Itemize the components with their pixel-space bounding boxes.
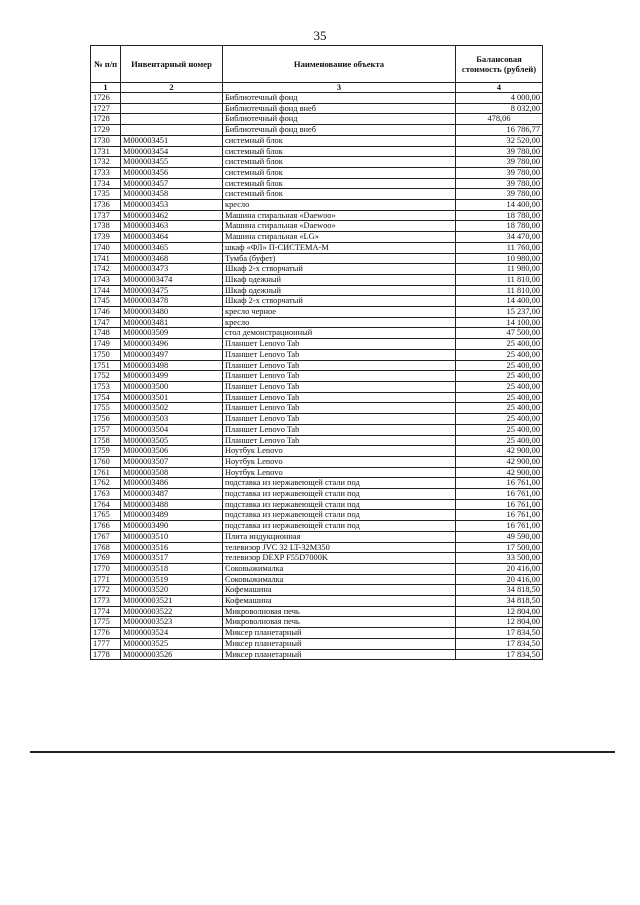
object-name: подставка из нержавеющей стали под: [223, 489, 456, 500]
table-row: [91, 585, 543, 596]
row-number: 1757: [91, 424, 121, 435]
row-number: 1733: [91, 167, 121, 178]
table-row: [91, 274, 543, 285]
book-value: 17 834,50: [456, 649, 543, 660]
table-row: [91, 574, 543, 585]
row-number: 1732: [91, 157, 121, 168]
object-name: системный блок: [223, 167, 456, 178]
book-value: 16 761,00: [456, 499, 543, 510]
bottom-divider: [30, 751, 615, 753]
header-inventory-number: Инвентарный номер: [121, 46, 223, 83]
table-row: [91, 146, 543, 157]
inventory-number: М000003456: [121, 167, 223, 178]
inventory-number: [121, 114, 223, 125]
table-row: [91, 264, 543, 275]
page-number: 35: [313, 28, 327, 43]
row-number: 1777: [91, 638, 121, 649]
object-name: Машина стиральная «Daewoo»: [223, 210, 456, 221]
book-value: 14 100,00: [456, 317, 543, 328]
object-name: Библиотечный фонд внеб: [223, 125, 456, 136]
object-name: Планшет Lenovo Tab: [223, 381, 456, 392]
book-value: 42 900,00: [456, 456, 543, 467]
book-value: 39 780,00: [456, 167, 543, 178]
row-number: 1748: [91, 328, 121, 339]
object-name: Миксер планетарный: [223, 628, 456, 639]
book-value: 16 761,00: [456, 478, 543, 489]
object-name: телевизор DEXP F55D7000K: [223, 553, 456, 564]
table-row: [91, 167, 543, 178]
table-row: [91, 531, 543, 542]
object-name: Планшет Lenovo Tab: [223, 371, 456, 382]
object-name: системный блок: [223, 178, 456, 189]
object-name: Машина стиральная «Daewoo»: [223, 221, 456, 232]
inventory-number: М0000003474: [121, 274, 223, 285]
row-number: 1735: [91, 189, 121, 200]
object-name: кресло: [223, 200, 456, 211]
header-book-value: Балансовая стоимость (рублей): [456, 46, 543, 83]
column-index-1: 1: [91, 83, 121, 93]
table-row: [91, 125, 543, 136]
inventory-number: М000003458: [121, 189, 223, 200]
inventory-number: М000003497: [121, 349, 223, 360]
row-number: 1745: [91, 296, 121, 307]
inventory-number: М000003500: [121, 381, 223, 392]
row-number: 1769: [91, 553, 121, 564]
inventory-number: М000003506: [121, 446, 223, 457]
book-value: 39 780,00: [456, 189, 543, 200]
table-body: [91, 93, 543, 660]
inventory-number: М000003468: [121, 253, 223, 264]
row-number: 1746: [91, 307, 121, 318]
book-value: 42 900,00: [456, 446, 543, 457]
inventory-number: М000003507: [121, 456, 223, 467]
book-value: 25 400,00: [456, 339, 543, 350]
table-row: [91, 424, 543, 435]
table-row: [91, 596, 543, 607]
book-value: 17 834,50: [456, 638, 543, 649]
inventory-table: [90, 45, 543, 660]
object-name: кресло: [223, 317, 456, 328]
book-value: 42 900,00: [456, 467, 543, 478]
object-name: системный блок: [223, 157, 456, 168]
table-row: [91, 489, 543, 500]
object-name: Планшет Lenovo Tab: [223, 424, 456, 435]
inventory-number: М000003498: [121, 360, 223, 371]
table-header: [91, 46, 543, 93]
row-number: 1772: [91, 585, 121, 596]
book-value: 11 760,00: [456, 242, 543, 253]
row-number: 1749: [91, 339, 121, 350]
row-number: 1737: [91, 210, 121, 221]
book-value: 16 761,00: [456, 521, 543, 532]
book-value: 32 520,00: [456, 135, 543, 146]
inventory-number: М000003487: [121, 489, 223, 500]
table-row: [91, 339, 543, 350]
inventory-number: М000003505: [121, 435, 223, 446]
inventory-number: М000003457: [121, 178, 223, 189]
column-index-3: 3: [223, 83, 456, 93]
row-number: 1743: [91, 274, 121, 285]
table-row: [91, 296, 543, 307]
inventory-number: М000003510: [121, 531, 223, 542]
row-number: 1776: [91, 628, 121, 639]
table-row: [91, 563, 543, 574]
object-name: Шкаф 2-х створчатый: [223, 296, 456, 307]
row-number: 1755: [91, 403, 121, 414]
object-name: Ноутбук Lenovo: [223, 456, 456, 467]
row-number: 1759: [91, 446, 121, 457]
row-number: 1751: [91, 360, 121, 371]
inventory-number: [121, 125, 223, 136]
inventory-number: М000003518: [121, 563, 223, 574]
book-value: 20 416,00: [456, 574, 543, 585]
book-value: 25 400,00: [456, 424, 543, 435]
object-name: Микроволновая печь: [223, 617, 456, 628]
table-row: [91, 446, 543, 457]
object-name: Планшет Lenovo Tab: [223, 349, 456, 360]
table-row: [91, 381, 543, 392]
object-name: подставка из нержавеющей стали под: [223, 478, 456, 489]
book-value: 18 780,00: [456, 210, 543, 221]
object-name: Планшет Lenovo Tab: [223, 392, 456, 403]
table-row: [91, 328, 543, 339]
table-row: [91, 253, 543, 264]
object-name: Тумба (буфет): [223, 253, 456, 264]
inventory-number: М000003480: [121, 307, 223, 318]
row-number: 1728: [91, 114, 121, 125]
table-row: [91, 349, 543, 360]
object-name: Шкаф 2-х створчатый: [223, 264, 456, 275]
book-value: 49 590,00: [456, 531, 543, 542]
book-value: 12 804,00: [456, 617, 543, 628]
table-row: [91, 628, 543, 639]
row-number: 1775: [91, 617, 121, 628]
row-number: 1754: [91, 392, 121, 403]
book-value: 25 400,00: [456, 360, 543, 371]
table-row: [91, 467, 543, 478]
inventory-number: М000003496: [121, 339, 223, 350]
inventory-number: М000003462: [121, 210, 223, 221]
object-name: Планшет Lenovo Tab: [223, 414, 456, 425]
object-name: Планшет Lenovo Tab: [223, 339, 456, 350]
object-name: Библиотечный фонд внеб: [223, 103, 456, 114]
object-name: системный блок: [223, 135, 456, 146]
object-name: Соковыжималка: [223, 563, 456, 574]
object-name: стол демонстрационный: [223, 328, 456, 339]
row-number: 1730: [91, 135, 121, 146]
inventory-number: М000003502: [121, 403, 223, 414]
inventory-number: М000003504: [121, 424, 223, 435]
row-number: 1774: [91, 606, 121, 617]
row-number: 1768: [91, 542, 121, 553]
table-row: [91, 232, 543, 243]
row-number: 1741: [91, 253, 121, 264]
table-row: [91, 392, 543, 403]
inventory-number: М000003465: [121, 242, 223, 253]
table-row: [91, 221, 543, 232]
row-number: 1762: [91, 478, 121, 489]
book-value: 17 500,00: [456, 542, 543, 553]
row-number: 1740: [91, 242, 121, 253]
book-value: 34 818,50: [456, 585, 543, 596]
inventory-number: М000003490: [121, 521, 223, 532]
book-value: 39 780,00: [456, 146, 543, 157]
table-row: [91, 510, 543, 521]
row-number: 1731: [91, 146, 121, 157]
table-row: [91, 360, 543, 371]
book-value: 25 400,00: [456, 392, 543, 403]
row-number: 1766: [91, 521, 121, 532]
table-row: [91, 606, 543, 617]
inventory-number: М000003519: [121, 574, 223, 585]
table-row: [91, 403, 543, 414]
object-name: Плита индукционная: [223, 531, 456, 542]
book-value: 16 761,00: [456, 489, 543, 500]
table-row: [91, 371, 543, 382]
object-name: подставка из нержавеющей стали под: [223, 510, 456, 521]
inventory-number: М000003488: [121, 499, 223, 510]
object-name: Планшет Lenovo Tab: [223, 403, 456, 414]
book-value: 11 810,00: [456, 285, 543, 296]
table-row: [91, 478, 543, 489]
column-index-2: 2: [121, 83, 223, 93]
table-row: [91, 499, 543, 510]
object-name: системный блок: [223, 189, 456, 200]
book-value: 47 500,00: [456, 328, 543, 339]
inventory-number: М0000003526: [121, 649, 223, 660]
object-name: телевизор JVC 32 LT-32M350: [223, 542, 456, 553]
table-row: [91, 93, 543, 104]
inventory-number: М000003481: [121, 317, 223, 328]
inventory-number: М000003453: [121, 200, 223, 211]
row-number: 1771: [91, 574, 121, 585]
row-number: 1736: [91, 200, 121, 211]
table-row: [91, 649, 543, 660]
book-value: 4 000,00: [456, 93, 543, 104]
row-number: 1765: [91, 510, 121, 521]
row-number: 1734: [91, 178, 121, 189]
book-value: 16 786,77: [456, 125, 543, 136]
object-name: Ноутбук Lenovo: [223, 467, 456, 478]
inventory-number: М000003503: [121, 414, 223, 425]
object-name: кресло черное: [223, 307, 456, 318]
book-value: 12 804,00: [456, 606, 543, 617]
book-value: 11 810,00: [456, 274, 543, 285]
table-row: [91, 135, 543, 146]
inventory-number: М000003464: [121, 232, 223, 243]
object-name: Машина стиральная «LG»: [223, 232, 456, 243]
inventory-number: М000003475: [121, 285, 223, 296]
inventory-number: М000003501: [121, 392, 223, 403]
inventory-number: М000003517: [121, 553, 223, 564]
inventory-number: [121, 93, 223, 104]
book-value: 25 400,00: [456, 381, 543, 392]
row-number: 1738: [91, 221, 121, 232]
object-name: Шкаф одежный: [223, 285, 456, 296]
book-value: 15 237,00: [456, 307, 543, 318]
table-row: [91, 103, 543, 114]
table-row: [91, 242, 543, 253]
table-row: [91, 553, 543, 564]
inventory-number: М0000003521: [121, 596, 223, 607]
book-value: 25 400,00: [456, 371, 543, 382]
row-number: 1729: [91, 125, 121, 136]
table-row: [91, 521, 543, 532]
book-value: 25 400,00: [456, 403, 543, 414]
inventory-number: М000003524: [121, 628, 223, 639]
book-value: 14 400,00: [456, 296, 543, 307]
book-value: 39 780,00: [456, 178, 543, 189]
book-value: 25 400,00: [456, 435, 543, 446]
book-value: 20 416,00: [456, 563, 543, 574]
row-number: 1756: [91, 414, 121, 425]
inventory-number: М000003455: [121, 157, 223, 168]
table-row: [91, 210, 543, 221]
object-name: Микроволновая печь: [223, 606, 456, 617]
row-number: 1752: [91, 371, 121, 382]
object-name: Кофемашина: [223, 585, 456, 596]
row-number: 1760: [91, 456, 121, 467]
table-row: [91, 617, 543, 628]
inventory-number: М000003463: [121, 221, 223, 232]
inventory-number: [121, 103, 223, 114]
table-row: [91, 542, 543, 553]
table-row: [91, 456, 543, 467]
table-row: [91, 435, 543, 446]
object-name: Шкаф одежный: [223, 274, 456, 285]
book-value: 39 780,00: [456, 157, 543, 168]
row-number: 1753: [91, 381, 121, 392]
object-name: Планшет Lenovo Tab: [223, 360, 456, 371]
object-name: Миксер планетарный: [223, 638, 456, 649]
row-number: 1727: [91, 103, 121, 114]
object-name: Библиотечный фонд: [223, 114, 456, 125]
object-name: Соковыжималка: [223, 574, 456, 585]
table-row: [91, 200, 543, 211]
object-name: Ноутбук Lenovo: [223, 446, 456, 457]
table-row: [91, 157, 543, 168]
column-index-4: 4: [456, 83, 543, 93]
header-object-name: Наименование объекта: [223, 46, 456, 83]
inventory-number: М000003520: [121, 585, 223, 596]
row-number: 1747: [91, 317, 121, 328]
inventory-number: М0000003523: [121, 617, 223, 628]
row-number: 1744: [91, 285, 121, 296]
table-row: [91, 307, 543, 318]
book-value: 10 980,00: [456, 253, 543, 264]
inventory-number: М0000003522: [121, 606, 223, 617]
book-value: 11 980,00: [456, 264, 543, 275]
inventory-number: М000003486: [121, 478, 223, 489]
book-value: 34 818,50: [456, 596, 543, 607]
header-number: № п/п: [91, 46, 121, 83]
row-number: 1764: [91, 499, 121, 510]
inventory-number: М000003451: [121, 135, 223, 146]
table-row: [91, 114, 543, 125]
row-number: 1750: [91, 349, 121, 360]
row-number: 1739: [91, 232, 121, 243]
inventory-number: М000003525: [121, 638, 223, 649]
book-value: 33 500,00: [456, 553, 543, 564]
row-number: 1726: [91, 93, 121, 104]
row-number: 1763: [91, 489, 121, 500]
object-name: подставка из нержавеющей стали под: [223, 499, 456, 510]
object-name: Миксер планетарный: [223, 649, 456, 660]
row-number: 1761: [91, 467, 121, 478]
table-row: [91, 178, 543, 189]
inventory-number: М000003516: [121, 542, 223, 553]
row-number: 1742: [91, 264, 121, 275]
inventory-number: М000003454: [121, 146, 223, 157]
row-number: 1773: [91, 596, 121, 607]
book-value: 478,06: [456, 114, 543, 125]
row-number: 1767: [91, 531, 121, 542]
table-row: [91, 414, 543, 425]
table-row: [91, 285, 543, 296]
object-name: подставка из нержавеющей стали под: [223, 521, 456, 532]
book-value: 8 032,00: [456, 103, 543, 114]
book-value: 16 761,00: [456, 510, 543, 521]
book-value: 25 400,00: [456, 349, 543, 360]
object-name: Планшет Lenovo Tab: [223, 435, 456, 446]
table-row: [91, 638, 543, 649]
row-number: 1758: [91, 435, 121, 446]
inventory-number: М000003489: [121, 510, 223, 521]
object-name: системный блок: [223, 146, 456, 157]
object-name: Кофемашина: [223, 596, 456, 607]
object-name: шкаф «ФЛ» П-СИСТЕМА-М: [223, 242, 456, 253]
inventory-number: М000003509: [121, 328, 223, 339]
book-value: 18 780,00: [456, 221, 543, 232]
inventory-number: М000003473: [121, 264, 223, 275]
table-row: [91, 189, 543, 200]
row-number: 1770: [91, 563, 121, 574]
row-number: 1778: [91, 649, 121, 660]
object-name: Библиотечный фонд: [223, 93, 456, 104]
table-row: [91, 317, 543, 328]
book-value: 34 470,00: [456, 232, 543, 243]
inventory-number: М000003508: [121, 467, 223, 478]
inventory-number: М000003478: [121, 296, 223, 307]
book-value: 17 834,50: [456, 628, 543, 639]
inventory-number: М000003499: [121, 371, 223, 382]
book-value: 25 400,00: [456, 414, 543, 425]
book-value: 14 400,00: [456, 200, 543, 211]
